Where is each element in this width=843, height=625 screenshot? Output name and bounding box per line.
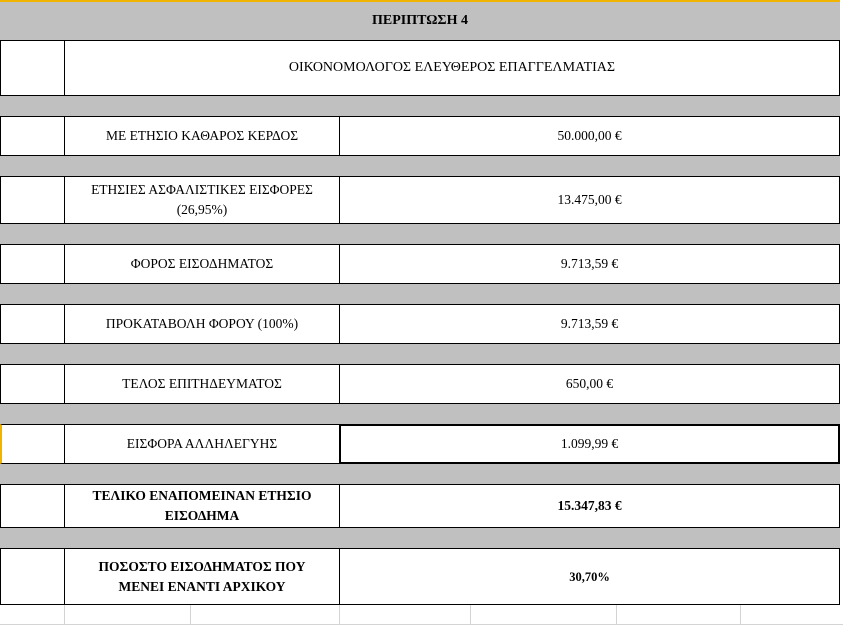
row-index-cell[interactable]: [0, 548, 65, 605]
row-label[interactable]: ΜΕ ΕΤΗΣΙΟ ΚΑΘΑΡΟΣ ΚΕΡΔΟΣ: [64, 116, 340, 156]
total-label[interactable]: ΤΕΛΙΚΟ ΕΝΑΠΟΜΕΙΝΑΝ ΕΤΗΣΙΟ ΕΙΣΟΔΗΜΑ: [64, 484, 340, 528]
row-label[interactable]: ΕΙΣΦΟΡΑ ΑΛΛΗΛΕΓΥΗΣ: [64, 424, 340, 464]
row-index-cell[interactable]: [0, 244, 65, 284]
separator-band: [0, 224, 840, 244]
table-row: [0, 304, 840, 344]
table-row: [0, 424, 840, 464]
row-value[interactable]: 9.713,59 €: [339, 304, 840, 344]
row-label[interactable]: ΕΤΗΣΙΕΣ ΑΣΦΑΛΙΣΤΙΚΕΣ ΕΙΣΦΟΡΕΣ (26,95%): [64, 176, 340, 224]
separator-band: [0, 344, 840, 364]
separator-band: [0, 284, 840, 304]
row-label[interactable]: ΦΟΡΟΣ ΕΙΣΟΔΗΜΑΤΟΣ: [64, 244, 340, 284]
row-value[interactable]: 13.475,00 €: [339, 176, 840, 224]
case-title-band: [0, 0, 840, 40]
row-index-cell[interactable]: [0, 484, 65, 528]
profession-header[interactable]: ΟΙΚΟΝΟΜΟΛΟΓΟΣ ΕΛΕΥΘΕΡΟΣ ΕΠΑΓΓΕΛΜΑΤΙΑΣ: [64, 40, 840, 96]
row-index-cell[interactable]: [0, 304, 65, 344]
table-row: [0, 364, 840, 404]
row-label[interactable]: ΠΡΟΚΑΤΑΒΟΛΗ ΦΟΡΟΥ (100%): [64, 304, 340, 344]
row-index-cell[interactable]: [0, 116, 65, 156]
table-row: [0, 244, 840, 284]
case-title: ΠΕΡΙΠΤΩΣΗ 4: [372, 13, 468, 28]
percentage-value[interactable]: 30,70%: [339, 548, 840, 605]
row-index-cell[interactable]: [0, 176, 65, 224]
row-index-cell[interactable]: [0, 40, 65, 96]
row-index-cell[interactable]: [0, 364, 65, 404]
table-row: [0, 116, 840, 156]
gridline: [64, 605, 65, 625]
separator-band: [0, 528, 840, 548]
separator-band: [0, 156, 840, 176]
gridline: [470, 605, 471, 625]
row-value[interactable]: 650,00 €: [339, 364, 840, 404]
gridline: [616, 605, 617, 625]
gridline: [339, 605, 340, 625]
separator-band: [0, 404, 840, 424]
gridline: [190, 605, 191, 625]
separator-band: [0, 96, 840, 116]
row-label[interactable]: ΤΕΛΟΣ ΕΠΙΤΗΔΕΥΜΑΤΟΣ: [64, 364, 340, 404]
row-index-cell[interactable]: [0, 424, 65, 464]
selected-value-cell[interactable]: 1.099,99 €: [339, 424, 840, 464]
table-row-total: [0, 484, 840, 528]
row-value[interactable]: 9.713,59 €: [339, 244, 840, 284]
total-value[interactable]: 15.347,83 €: [339, 484, 840, 528]
header-row: [0, 40, 840, 96]
table-row-percentage: [0, 548, 840, 605]
row-value[interactable]: 50.000,00 €: [339, 116, 840, 156]
gridline: [740, 605, 741, 625]
separator-band: [0, 464, 840, 484]
table-row: [0, 176, 840, 224]
percentage-label[interactable]: ΠΟΣΟΣΤΟ ΕΙΣΟΔΗΜΑΤΟΣ ΠΟΥ ΜΕΝΕΙ ΕΝΑΝΤΙ ΑΡΧΙΚΟΥ: [64, 548, 340, 605]
